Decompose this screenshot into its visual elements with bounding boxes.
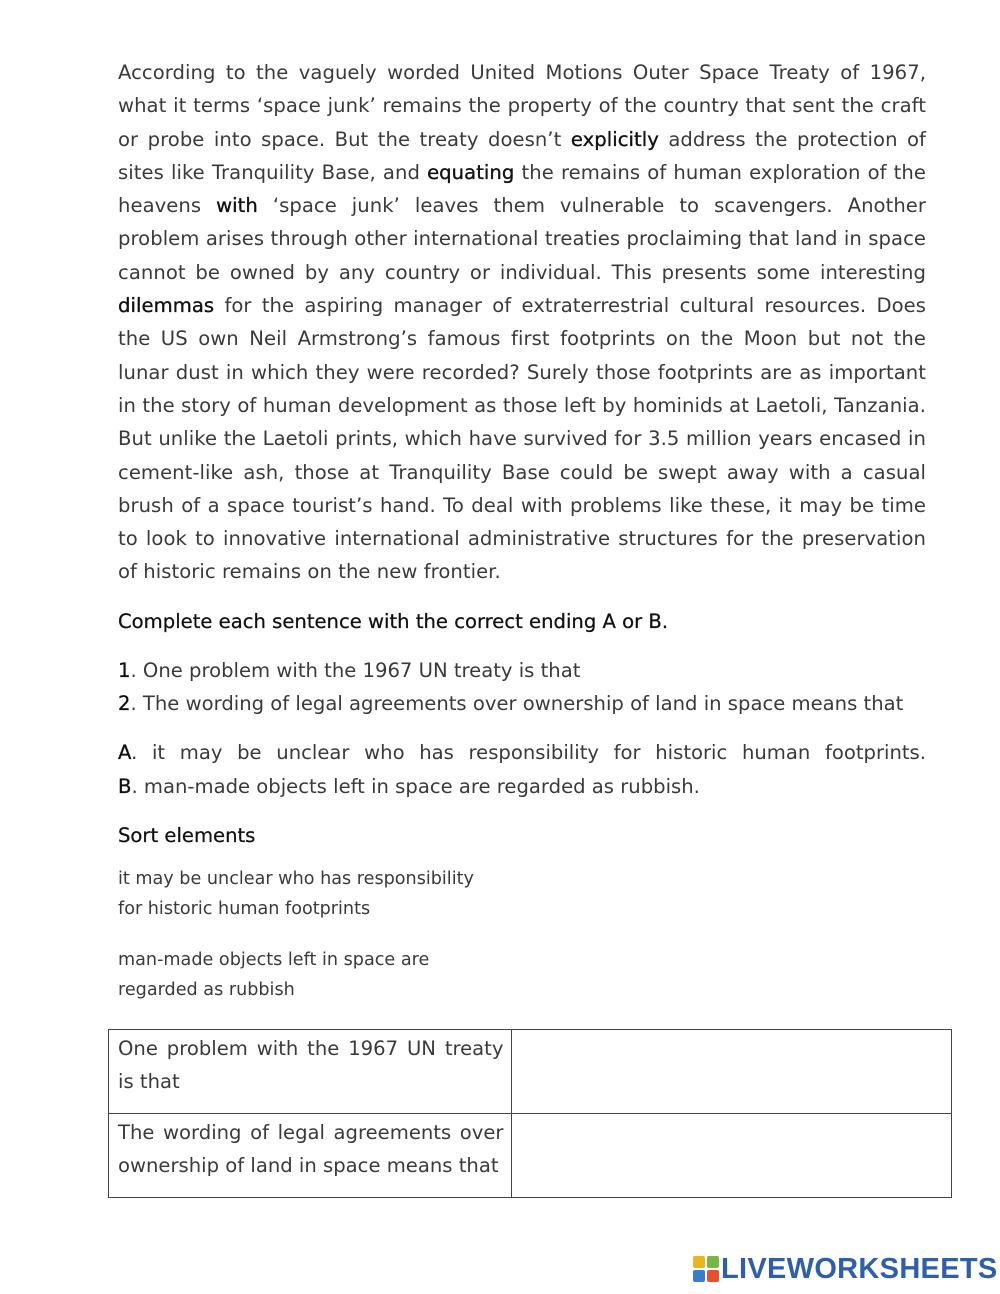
liveworksheets-logo-icon bbox=[693, 1256, 719, 1282]
table-row bbox=[109, 1030, 952, 1114]
vocab-with: with bbox=[216, 194, 258, 218]
sort-elements bbox=[118, 864, 498, 1006]
stem-number: 2 bbox=[118, 692, 131, 716]
table-stem-cell: The wording of legal agreements over ownership of land in space means that bbox=[109, 1114, 512, 1198]
table-stem-cell: One problem with the 1967 UN treaty is that bbox=[109, 1030, 512, 1114]
logo-square-yellow bbox=[693, 1256, 705, 1268]
passage-segment: address the protection of sites like Tranquility Base, and bbox=[118, 127, 927, 184]
reading-passage bbox=[118, 56, 926, 589]
stem-text: . The wording of legal agreements over ownership of land in space means that bbox=[130, 692, 904, 716]
sort-heading: Sort elements bbox=[118, 823, 256, 847]
passage-segment: the remains of human exploration of the heavens bbox=[118, 160, 926, 218]
passage-segment: According to the vaguely worded United Motions Outer Space Treaty of 1967, what it terms ‘space junk’ remains the property of the country that sent the craft or probe into space. But the treaty doesn’t bbox=[118, 61, 926, 151]
stem-text: . One problem with the 1967 UN treaty is that bbox=[130, 658, 581, 682]
stem-number: 1 bbox=[118, 658, 131, 682]
vocab-explicitly: explicitly bbox=[570, 127, 659, 151]
vocab-equating: equating bbox=[427, 160, 515, 184]
drop-zone[interactable] bbox=[512, 1030, 952, 1114]
option-a bbox=[118, 736, 926, 769]
answer-options bbox=[118, 736, 926, 803]
liveworksheets-brand[interactable] bbox=[693, 1254, 998, 1284]
draggable-ending-a[interactable]: it may be unclear who has responsibility for historic human footprints bbox=[118, 868, 474, 920]
passage-segment: for the aspiring manager of extraterrestrial cultural resources. Does the US own Neil Armstrong’s famous first footprints on the Moon but not the lunar dust in which they were recorded? Surely those footprints are as important in the story of human development as those left by hominids at Laetoli, Tanzania. But unlike the Laetoli prints, which have survived for 3.5 million years encased in cement-like ash, those at Tranquility Base could be swept away with a casual brush of a space tourist’s hand. To deal with problems like these, it may be time to look to innovative international administrative structures for the preservation of historic remains on the new frontier. bbox=[118, 294, 926, 584]
drop-zone[interactable] bbox=[512, 1114, 952, 1198]
option-letter: A bbox=[118, 741, 132, 765]
logo-square-red bbox=[707, 1270, 719, 1282]
worksheet-content bbox=[118, 56, 926, 1006]
draggable-ending-b[interactable]: man-made objects left in space are regarded as rubbish bbox=[118, 949, 430, 1001]
logo-square-green bbox=[707, 1256, 719, 1268]
stem-2 bbox=[118, 687, 926, 720]
option-text: . it may be unclear who has responsibility for historic human footprints. bbox=[131, 741, 926, 765]
vocab-dilemmas: dilemmas bbox=[118, 294, 215, 318]
option-b bbox=[118, 770, 926, 803]
sort-table bbox=[108, 1029, 952, 1198]
logo-square-blue bbox=[693, 1270, 705, 1282]
option-text: . man-made objects left in space are regarded as rubbish. bbox=[131, 774, 700, 798]
passage-segment: ‘space junk’ leaves them vulnerable to scavengers. Another problem arises through other international treaties proclaiming that land in space cannot be owned by any country or individual. This presents some interesting bbox=[118, 194, 926, 284]
table-row bbox=[109, 1114, 952, 1198]
option-letter: B bbox=[118, 774, 132, 798]
instructions-heading: Complete each sentence with the correct ending A or B. bbox=[118, 609, 669, 633]
stem-1 bbox=[118, 654, 926, 687]
sentence-stems bbox=[118, 654, 926, 721]
brand-name: LIVEWORKSHEETS bbox=[721, 1253, 998, 1285]
